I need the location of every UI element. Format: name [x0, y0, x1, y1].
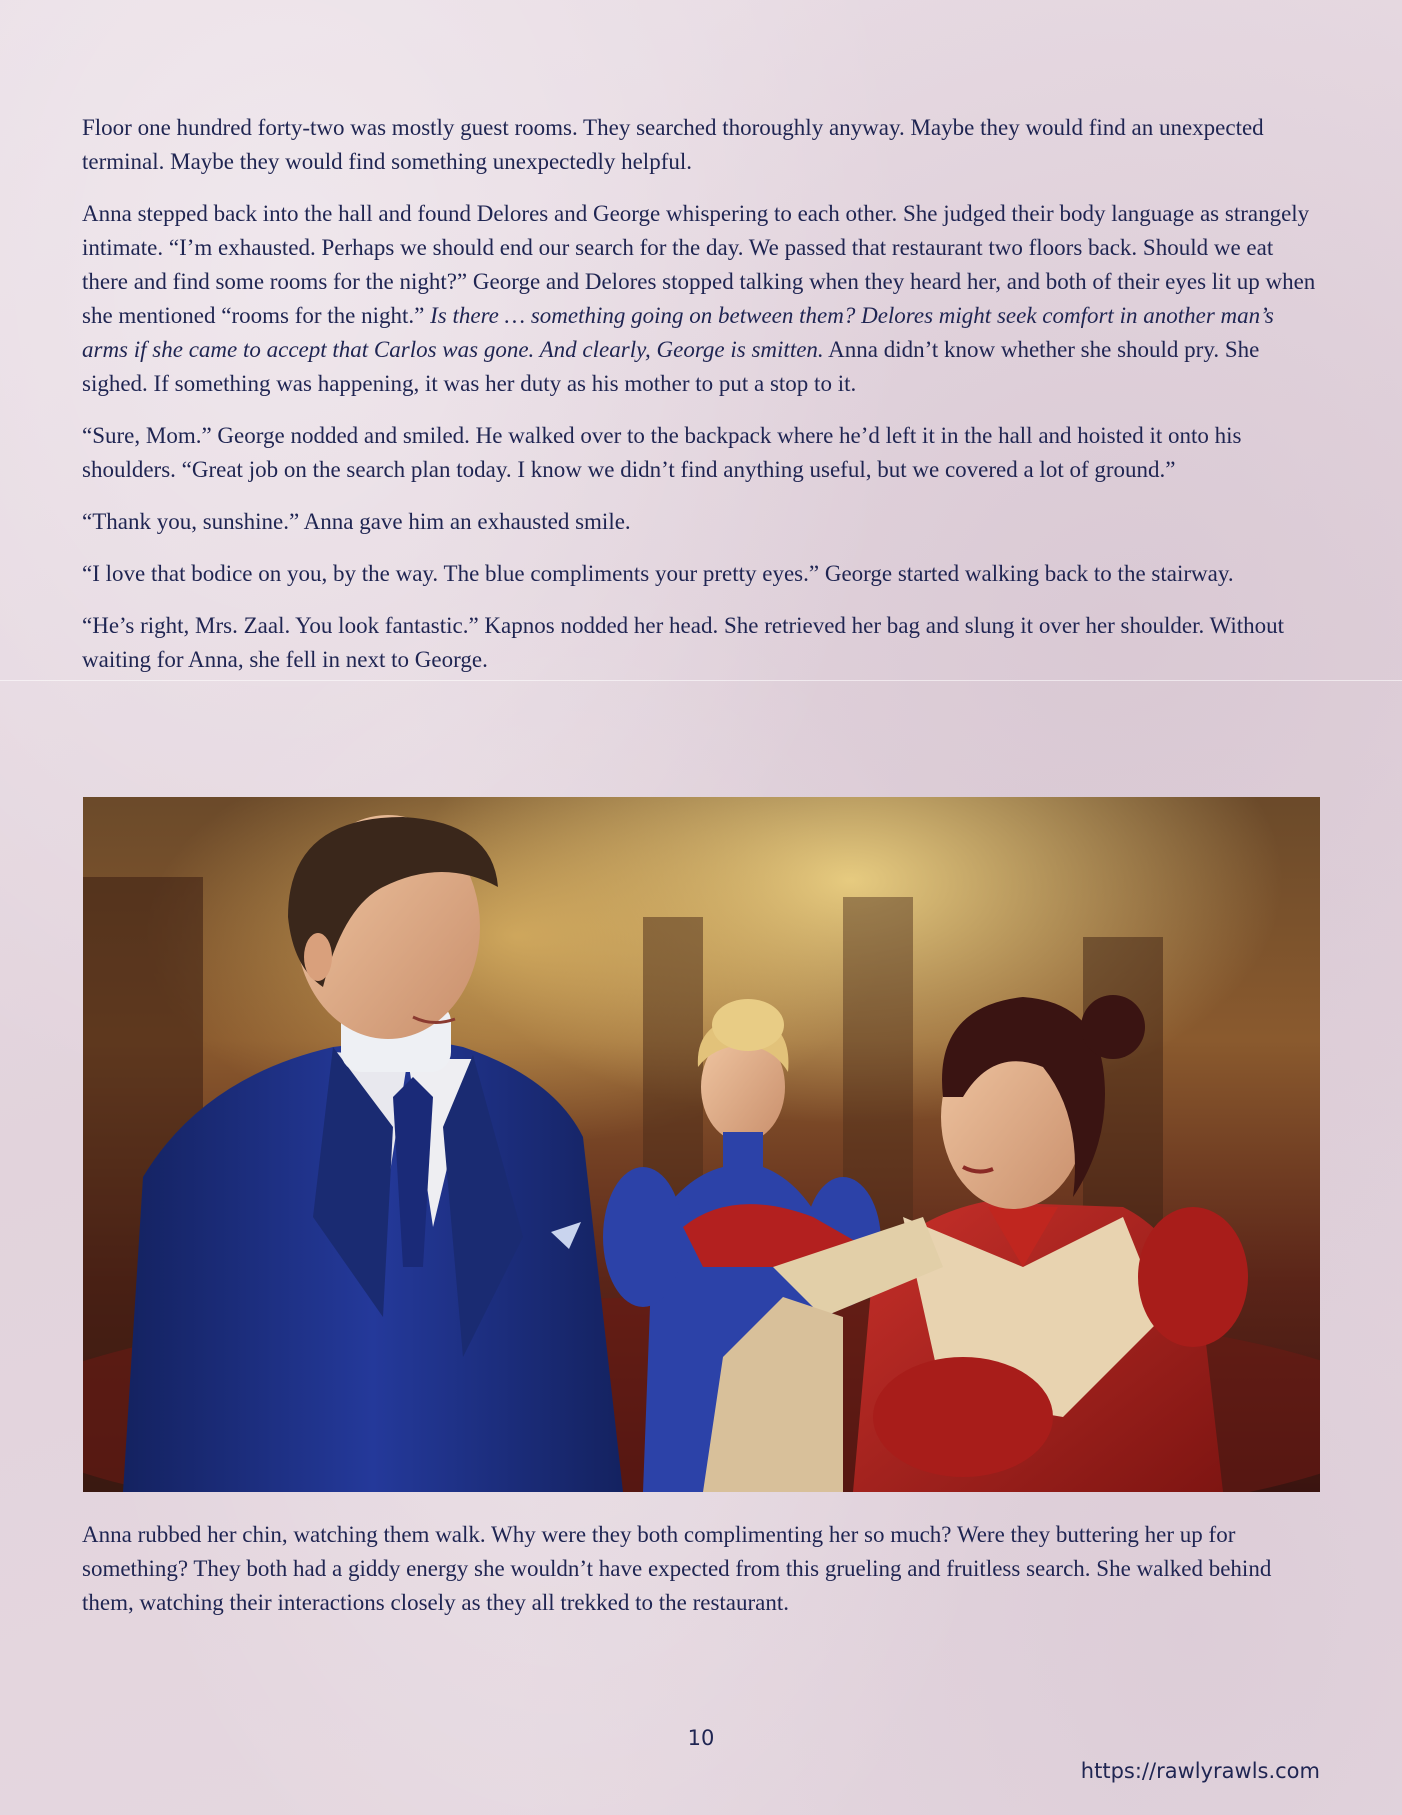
- paragraph-text: “Sure, Mom.” George nodded and smiled. He walked over to the backpack where he’d left it in the hall and hoisted it onto his shoulders. “Great job on the search plan today. I know we didn’t find anything useful, but we covered a lot of ground.”: [82, 423, 1242, 482]
- paragraph: [82, 197, 1322, 401]
- paragraph-text: Anna stepped back into the hall and found Delores and George whispering to each other. She judged their body language as strangely intimate. “I’m exhausted. Perhaps we should end our search for the day. We passed that restaurant two floors back. Should we eat there and find some rooms for the night?” George and Delores stopped talking when they heard her, and both of their eyes lit up when she mentioned “rooms for the night.”: [82, 201, 1316, 328]
- paragraph-text: “I love that bodice on you, by the way. The blue compliments your pretty eyes.” George started walking back to the stairway.: [82, 561, 1234, 586]
- paragraph: [82, 505, 1322, 539]
- story-text-upper: [82, 111, 1322, 695]
- paragraph: [82, 557, 1322, 591]
- paragraph: [82, 609, 1322, 677]
- illustration-artwork: [83, 797, 1320, 1492]
- website-url: https://rawlyrawls.com: [1080, 1759, 1320, 1783]
- story-text-lower: [82, 1518, 1322, 1638]
- story-illustration: [83, 797, 1320, 1492]
- paragraph-text: Floor one hundred forty-two was mostly guest rooms. They searched thoroughly anyway. Maybe they would find an unexpected terminal. Maybe they would find something unexpectedly helpful.: [82, 115, 1264, 174]
- paragraph: [82, 1518, 1322, 1620]
- page-number: 10: [687, 1726, 715, 1750]
- paragraph-text: Anna rubbed her chin, watching them walk. Why were they both complimenting her so much? Were they buttering her up for something? They both had a giddy energy she wouldn’t have expected from this grueling and fruitless search. She walked behind them, watching their interactions closely as they all trekked to the restaurant.: [82, 1522, 1272, 1615]
- paragraph: [82, 419, 1322, 487]
- paragraph: [82, 111, 1322, 179]
- paragraph-text: Anna didn’t know whether she should pry. She sighed. If something was happening, it was her duty as his mother to put a stop to it.: [82, 337, 1260, 396]
- paragraph-text: “He’s right, Mrs. Zaal. You look fantastic.” Kapnos nodded her head. She retrieved her bag and slung it over her shoulder. Without waiting for Anna, she fell in next to George.: [82, 613, 1285, 672]
- inner-thought-italic: Is there … something going on between them? Delores might seek comfort in another man’s arms if she came to accept that Carlos was gone. And clearly, George is smitten.: [82, 303, 1274, 362]
- paragraph-text: “Thank you, sunshine.” Anna gave him an exhausted smile.: [82, 509, 631, 534]
